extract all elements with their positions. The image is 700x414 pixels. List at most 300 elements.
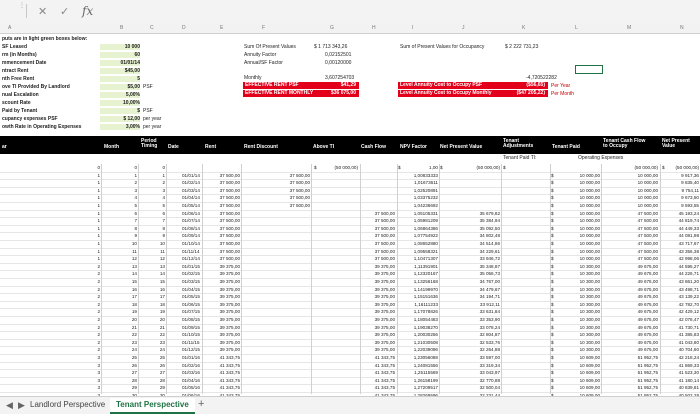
cell-timing: 12 (159, 256, 165, 262)
input-label: scount Rate (2, 100, 31, 106)
cell-tenant-paid: 10 000,00 (579, 172, 600, 178)
cell-tenant-paid: 10 000,00 (579, 225, 600, 231)
tenant-paid-ti-label: Tenant Paid TI: (503, 155, 537, 161)
header-month: Month (104, 144, 119, 150)
cell-rent-discount: 37 500,00 (289, 195, 310, 201)
cell-timing: 29 (159, 385, 165, 391)
cell-tenant-npv: 9 835,40 (681, 180, 699, 186)
spv-label: Sum Of Present Values (244, 44, 296, 50)
cell-tenant-paid: 10 000,00 (579, 203, 600, 208)
next-sheet-icon[interactable]: ▶ (18, 400, 25, 410)
spvo-label: Sum of Present Values for Occupancy (400, 44, 485, 50)
cell-tenant-cf: 49 675,00 (637, 347, 658, 353)
cell-cash-flow: 39 375,00 (374, 271, 395, 277)
cell-tenant-npv: 43 356,38 (678, 248, 699, 254)
cell-month: 6 (134, 210, 137, 216)
cell-month: 10 (131, 241, 137, 246)
cancel-icon[interactable]: ✕ (38, 6, 48, 18)
cell-month: 17 (131, 294, 137, 300)
cell-year: 2 (97, 324, 100, 330)
cell-currency: $ (551, 332, 554, 338)
cell-npv: 32 770,88 (479, 377, 500, 383)
cell-tenant-paid: 10 000,00 (579, 195, 600, 201)
cell-npv: 33 319,34 (479, 362, 500, 368)
column-header-bar (0, 24, 700, 34)
cell-tenant-npv: 43 861,20 (678, 279, 699, 284)
cell-year: 1 (97, 241, 100, 246)
cell-rent: 39 375,00 (219, 263, 240, 269)
input-label: Paid by Tenant (2, 108, 38, 114)
cell-npv: 33 597,00 (479, 355, 500, 360)
cell-month: 18 (131, 301, 137, 307)
cell-currency: $ (551, 279, 554, 284)
cell-npv-factor: 1,12320167 (413, 271, 438, 277)
cell-timing: 6 (162, 210, 165, 216)
cell-month: 25 (131, 355, 137, 360)
cell-month: 11 (132, 248, 137, 254)
cell-timing: 14 (159, 271, 165, 277)
cell-rent: 39 375,00 (219, 324, 240, 330)
cell-currency: $ (551, 210, 554, 216)
cell-tenant-cf: 51 952,75 (637, 385, 658, 391)
cell-timing: 15 (159, 279, 165, 284)
cell-npv-factor: 1,13256168 (413, 279, 438, 284)
cell-npv: 33 078,24 (479, 324, 500, 330)
cell-tenant-cf: 51 952,75 (637, 362, 658, 368)
cell-npv: 34 194,71 (479, 294, 500, 300)
divider (26, 4, 27, 18)
input-value[interactable]: 3,00% (100, 124, 140, 130)
cell-year: 3 (97, 377, 100, 383)
cell-rent-discount: 37 500,00 (289, 180, 310, 186)
cell-rent-discount: 37 500,00 (289, 203, 310, 208)
cell-rent: 39 375,00 (219, 339, 240, 345)
cell-date: 01/10/14 (182, 241, 200, 246)
cell-cash-flow: 37 500,00 (374, 225, 395, 231)
cell-currency: $ (551, 339, 554, 345)
cell-npv: 35 348,87 (479, 263, 500, 269)
cell-year: 2 (97, 263, 100, 269)
cell-cash-flow: 39 375,00 (374, 263, 395, 269)
cell-tenant-npv: 9 673,50 (681, 195, 699, 201)
cell-month: 8 (134, 225, 137, 231)
cell-tenant-npv: 9 754,11 (681, 187, 699, 193)
tab-tenant-perspective[interactable]: Tenant Perspective (110, 398, 195, 414)
effective-rent-monthly-value: $36 075,00 (330, 90, 356, 96)
neg-value: -4,720522282 (526, 75, 557, 81)
cell-cash-flow: 37 500,00 (374, 233, 395, 239)
column-letter[interactable]: K (522, 25, 526, 31)
column-letter[interactable]: I (412, 25, 414, 31)
cell-currency: $ (551, 256, 554, 262)
cell-cash-flow: 37 500,00 (374, 210, 395, 216)
cell-tenant-npv: 42 429,12 (678, 309, 699, 315)
cell-tenant-paid: 10 300,00 (579, 279, 600, 284)
cell-currency: $ (551, 195, 554, 201)
cell-tenant-paid: 10 609,00 (579, 355, 600, 360)
prev-sheet-icon[interactable]: ◀ (6, 400, 13, 410)
cell-cash-flow: 41 343,75 (374, 377, 395, 383)
cell-tenant-paid: 10 000,00 (579, 256, 600, 262)
cell-month: 22 (131, 332, 137, 338)
cell-currency: $ (662, 165, 665, 170)
column-letter[interactable]: M (627, 25, 632, 31)
asf-label: Annual/SF Factor (244, 60, 283, 66)
input-value[interactable]: 10,00% (100, 100, 140, 106)
cell-tenant-cf: 47 500,00 (637, 256, 658, 262)
cell-timing: 1 (162, 172, 165, 178)
cell-npv: 32 500,04 (479, 385, 500, 391)
column-letter[interactable]: J (462, 25, 465, 31)
input-value[interactable]: $5,00 (100, 84, 140, 90)
column-letter[interactable]: L (575, 25, 578, 31)
cell-timing: 9 (162, 233, 165, 239)
cell-month: 28 (131, 377, 137, 383)
cell-date: 01/12/14 (182, 256, 200, 262)
cell-timing: 28 (159, 377, 165, 383)
cell-currency: $ (551, 309, 554, 315)
grid-column-line (360, 164, 361, 394)
cell-tenant-paid: 10 609,00 (579, 370, 600, 376)
cell-tenant-cf: 49 675,00 (637, 301, 658, 307)
cell-tenant-paid: 10 300,00 (579, 294, 600, 300)
cell-cash-flow: 41 343,75 (374, 355, 395, 360)
cell-npv-factor: 1,21030508 (413, 339, 438, 345)
header-cash-flow: Cash Flow (361, 144, 387, 150)
cell-cash-flow: 39 375,00 (374, 301, 395, 307)
cell-npv-factor: 1,05105331 (413, 210, 438, 216)
cell-timing: 19 (159, 309, 165, 315)
cell-tenant-paid: 10 000,00 (579, 233, 600, 239)
cell-npv-factor: 1,04236692 (413, 203, 438, 208)
cell-timing: 0 (162, 165, 165, 170)
cell-year: 1 (97, 195, 100, 201)
cell-date: 01/01/16 (182, 355, 200, 360)
cell-tenant-cf: 51 952,75 (637, 355, 658, 360)
cell-npv: 33 353,90 (479, 317, 500, 322)
cell-npv-factor: 1,07754922 (413, 233, 438, 239)
sheet-tabs (0, 396, 700, 414)
cell-year: 0 (97, 165, 100, 170)
cell-tenant-npv: 41 523,30 (678, 370, 699, 376)
cell-date: 01/05/16 (182, 385, 200, 391)
cell-tenant-cf: 10 000,00 (637, 203, 658, 208)
input-value[interactable]: 5,00% (100, 92, 140, 98)
cell-date: 01/12/15 (182, 347, 200, 353)
cell-npv-factor: 1,10471307 (413, 256, 438, 262)
cell-cash-flow: 41 343,75 (374, 362, 395, 368)
cell-tenant-npv: 9 917,36 (681, 172, 699, 178)
column-letter[interactable]: F (262, 25, 266, 31)
cell-rent: 41 343,75 (219, 385, 240, 391)
effective-rent-monthly-label: EFFECTIVE RENT MONTHLY (245, 90, 314, 96)
cell-year: 2 (97, 332, 100, 338)
cell-timing: 18 (159, 301, 165, 307)
cell-npv-factor: 1,18054483 (413, 317, 438, 322)
input-label: cupancy expenses PSF (2, 116, 58, 122)
input-value[interactable]: 10 000 (100, 44, 140, 50)
cell-year: 1 (97, 180, 100, 186)
cell-date: 01/11/14 (182, 248, 200, 254)
cell-tenant-paid: 10 000,00 (579, 210, 600, 216)
cell-tenant-cf: 47 500,00 (637, 210, 658, 216)
cell-year: 2 (97, 279, 100, 284)
cell-npv: 34 479,67 (479, 286, 500, 292)
cell-year: 2 (97, 317, 100, 322)
spvo-value: $ 2 222 731,23 (505, 44, 539, 50)
effective-rent-psf-value: $41,29 (340, 82, 356, 88)
cell-rent: 37 500,00 (219, 210, 240, 216)
cell-tenant-npv: 41 730,71 (678, 324, 699, 330)
header-net-present-value: Net Present Value (440, 144, 483, 150)
grid-column-line (311, 164, 312, 394)
cell-npv: 35 056,73 (479, 271, 500, 277)
input-label: nth Free Rent (2, 76, 35, 82)
cell-date: 01/05/15 (182, 294, 200, 300)
cell-month: 0 (134, 165, 137, 170)
column-letter[interactable]: H (372, 25, 376, 31)
column-letter[interactable]: N (680, 25, 684, 31)
cell-timing: 7 (162, 218, 165, 224)
column-letter[interactable]: A (8, 25, 12, 31)
cell-tenant-paid: 10 300,00 (579, 317, 600, 322)
cell-tenant-npv: 42 998,06 (678, 256, 699, 262)
cell-date: 01/02/15 (182, 271, 200, 277)
grid-column-line (439, 164, 440, 394)
cell-tenant-cf: 10 000,00 (637, 187, 658, 193)
cell-tenant-cf: 49 675,00 (637, 324, 658, 330)
cell-npv-factor: 1,19038270 (413, 324, 438, 330)
cell-month: 20 (131, 317, 137, 322)
cell-timing: 17 (159, 294, 165, 300)
cell-tenant-paid: 10 000,00 (579, 218, 600, 224)
cell-tenant-cf: 49 675,00 (637, 271, 658, 277)
cell-tenant-npv: 43 717,67 (678, 241, 699, 246)
cell-timing: 13 (159, 263, 165, 269)
cell-rent: 37 500,00 (219, 248, 240, 254)
column-letter[interactable]: G (330, 25, 334, 31)
cell-cash-flow: 37 500,00 (374, 218, 395, 224)
cell-month: 7 (134, 218, 137, 224)
grid-column-line (166, 164, 167, 394)
cell-npv: (50 000,00) (476, 165, 500, 170)
cell-rent: 39 375,00 (219, 271, 240, 277)
cell-timing: 10 (159, 241, 165, 246)
input-unit: per year (143, 124, 162, 130)
column-letter[interactable]: E (220, 25, 224, 31)
cell-date: 01/02/16 (182, 362, 200, 368)
cell-tenant-npv: 42 218,24 (678, 355, 699, 360)
cell-tenant-npv: 44 595,27 (678, 263, 699, 269)
cell-timing: 21 (159, 324, 165, 330)
header-above-ti: Above TI (313, 144, 335, 150)
input-value[interactable]: $ 12,00 (100, 116, 140, 122)
level-annuity-monthly-label: Level Annuity Cost to Occupy Monthly (400, 90, 492, 96)
more-icon[interactable]: ⋮ (19, 3, 25, 9)
cell-tenant-paid: 10 609,00 (579, 385, 600, 391)
input-label: ntract Rent (2, 68, 29, 74)
cell-date: 01/09/15 (182, 324, 200, 330)
cell-date: 01/06/15 (182, 301, 200, 307)
header-tenant-cash-flow: Tenant Cash Flow to Occupy (603, 138, 646, 149)
cell-tenant-cf: 49 675,00 (637, 309, 658, 315)
cell-npv-factor: 1,23056088 (413, 355, 438, 360)
input-value[interactable]: 60 (100, 52, 140, 58)
cell-tenant-paid: 10 300,00 (579, 324, 600, 330)
cell-date: 01/04/14 (182, 195, 200, 201)
cell-rent: 37 500,00 (219, 203, 240, 208)
cell-year: 3 (97, 362, 100, 368)
cell-cash-flow: 41 343,75 (374, 385, 395, 391)
cell-month: 9 (134, 233, 137, 239)
cell-tenant-npv: (50 000,00) (675, 165, 699, 170)
cell-rent: 37 500,00 (219, 225, 240, 231)
cell-rent: 39 375,00 (219, 332, 240, 338)
cell-npv-factor: 1,08652880 (413, 241, 438, 246)
column-letter[interactable]: D (182, 25, 186, 31)
cell-date: 01/02/14 (182, 180, 200, 186)
cell-year: 2 (97, 294, 100, 300)
cell-month: 24 (131, 347, 137, 353)
cell-tenant-npv: 44 226,71 (678, 271, 699, 277)
column-letter[interactable]: B (120, 25, 124, 31)
cell-month: 14 (131, 271, 137, 277)
cell-npv: 34 767,00 (479, 279, 500, 284)
cell-tenant-cf: 49 675,00 (637, 279, 658, 284)
cell-year: 2 (97, 339, 100, 345)
cell-tenant-cf: 47 500,00 (637, 218, 658, 224)
header-tenant-adjustments: Tenant Adjustments (503, 138, 534, 149)
cell-tenant-cf: (50 000,00) (634, 165, 658, 170)
tab-landlord-perspective[interactable]: Landlord Perspective (30, 400, 106, 409)
cell-tenant-npv: 41 869,33 (678, 362, 699, 368)
cell-tenant-cf: 51 952,75 (637, 377, 658, 383)
cell-npv-factor: 1,25115569 (414, 370, 438, 376)
cell-npv-factor: 1,11391901 (414, 263, 438, 269)
cell-currency: $ (551, 180, 554, 186)
table-header (0, 136, 700, 154)
cell-tenant-cf: 10 000,00 (637, 172, 658, 178)
cell-tenant-paid: 10 000,00 (579, 180, 600, 186)
cell-tenant-cf: 47 500,00 (637, 225, 658, 231)
cell-tenant-paid: 10 000,00 (579, 187, 600, 193)
cell-date: 01/11/15 (182, 339, 200, 345)
cell-rent-discount: 37 500,00 (289, 187, 310, 193)
cell-currency: $ (551, 248, 554, 254)
cell-month: 4 (134, 195, 137, 201)
cell-tenant-npv: 9 593,55 (681, 203, 699, 208)
level-annuity-psf (398, 82, 548, 89)
grid-column-line (601, 164, 602, 394)
cell-tenant-cf: 49 675,00 (637, 339, 658, 345)
cell-year: 2 (97, 347, 100, 353)
cell-tenant-paid: 10 300,00 (579, 339, 600, 345)
cell-date: 01/01/14 (182, 172, 200, 178)
cell-tenant-cf: 51 952,75 (637, 370, 658, 376)
asf-value: 0,00120000 (325, 60, 352, 66)
cell-rent: 37 500,00 (219, 180, 240, 186)
grid-column-line (660, 164, 661, 394)
cell-rent: 39 375,00 (219, 279, 240, 284)
input-unit: PSF (143, 84, 153, 90)
cell-timing: 27 (159, 370, 165, 376)
cell-cash-flow: 37 500,00 (374, 241, 395, 246)
input-unit: PSF (143, 108, 153, 114)
cell-cash-flow: 39 375,00 (374, 279, 395, 284)
cell-month: 19 (131, 309, 137, 315)
cell-tenant-paid: 10 300,00 (579, 271, 600, 277)
cell-tenant-npv: 43 498,71 (678, 286, 699, 292)
cell-tenant-cf: 49 675,00 (637, 286, 658, 292)
input-value[interactable]: 01/01/14 (100, 60, 140, 66)
cell-month: 2 (134, 180, 137, 186)
af-value: 0,02152501 (325, 52, 352, 58)
grid-column-line (138, 164, 139, 394)
input-label: nual Escalation (2, 92, 39, 98)
cell-rent: 39 375,00 (219, 301, 240, 307)
level-annuity-psf-label: Level Annuity Cost to Occupy PSF (400, 82, 483, 88)
operating-expenses-label: Operating Expenses (578, 155, 624, 161)
level-annuity-psf-value: ($56,65) (526, 82, 545, 88)
cell-currency: $ (440, 165, 443, 170)
input-value[interactable]: $45,00 (100, 68, 140, 74)
cell-currency: $ (551, 271, 554, 277)
cell-date: 01/03/14 (182, 187, 200, 193)
cell-year: 1 (97, 218, 100, 224)
cell-tenant-cf: 10 000,00 (637, 195, 658, 201)
header-tenant-paid: Tenant Paid (552, 144, 580, 150)
cell-tenant-npv: 42 078,47 (678, 317, 699, 322)
cell-timing: 25 (159, 355, 165, 360)
add-sheet-icon[interactable]: + (198, 398, 205, 410)
cell-cash-flow: 39 375,00 (374, 286, 395, 292)
cell-currency: $ (551, 218, 554, 224)
cell-tenant-cf: 47 500,00 (637, 233, 658, 239)
cell-npv-factor: 1,27209517 (413, 385, 438, 391)
cell-npv-factor: 1,14199970 (413, 286, 438, 292)
cell-currency: $ (551, 286, 554, 292)
cell-month: 15 (131, 279, 137, 284)
cell-year: 2 (97, 286, 100, 292)
function-icon[interactable]: fx (82, 4, 94, 18)
header-date: Date (168, 144, 179, 150)
input-value[interactable]: $ (100, 108, 140, 114)
sheet-area[interactable] (0, 34, 700, 396)
cell-month: 29 (131, 385, 137, 391)
cell-year: 1 (97, 225, 100, 231)
selected-cell[interactable] (575, 65, 603, 74)
cell-year: 1 (97, 256, 100, 262)
cell-rent: 39 375,00 (219, 286, 240, 292)
effective-rent-monthly (243, 90, 359, 97)
cell-tenant-npv: 41 385,83 (678, 332, 699, 338)
cell-npv-factor: 1,26158199 (413, 377, 438, 383)
grid-column-line (550, 164, 551, 394)
cell-timing: 20 (159, 317, 165, 322)
column-letter[interactable]: C (150, 25, 154, 31)
cell-tenant-npv: 41 180,14 (678, 377, 699, 383)
cell-npv-factor: 1,01673611 (414, 180, 438, 186)
cell-year: 3 (97, 385, 100, 391)
confirm-icon[interactable]: ✓ (60, 6, 70, 18)
cell-date: 01/01/15 (182, 263, 200, 269)
cell-year: 2 (97, 271, 100, 277)
cell-tenant-paid: 10 300,00 (579, 332, 600, 338)
cell-tenant-npv: 40 839,81 (678, 385, 699, 391)
input-value[interactable]: 5 (100, 76, 140, 82)
grid-column-line (101, 164, 102, 394)
level-annuity-psf-unit: Per Year (551, 83, 571, 89)
